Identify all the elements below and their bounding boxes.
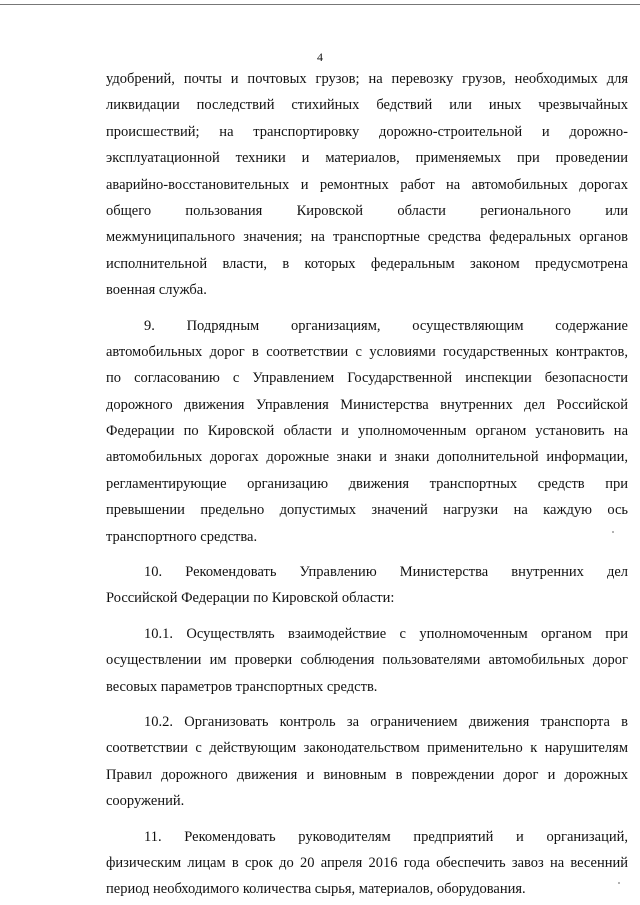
- paragraph-10-2-first-line: 10.2. Организовать контроль за ограничением движения транспорта в: [144, 713, 628, 730]
- text-line: период необходимого количества сырья, материалов, оборудования.: [106, 881, 526, 898]
- page-number: 4: [317, 50, 323, 64]
- text-line: исполнительной власти, в которых федеральным законом предусмотрена: [106, 255, 628, 272]
- text-line: сооружений.: [106, 793, 185, 810]
- text-line: дорожного движения Управления Министерства внутренних дел Российской: [106, 396, 628, 413]
- scan-speck: [618, 882, 620, 884]
- text-line: ликвидации последствий стихийных бедствий или иных чрезвычайных: [106, 97, 628, 114]
- document-body: [106, 66, 628, 903]
- paragraph-9-first-line: 9. Подрядным организациям, осуществляющим содержание: [144, 317, 628, 334]
- text-line: осуществлении им проверки соблюдения пользователями автомобильных дорог: [106, 652, 628, 669]
- text-line: аварийно-восстановительных и ремонтных работ на автомобильных дорогах: [106, 176, 628, 193]
- paragraph-11-first-line: 11. Рекомендовать руководителям предприятий и организаций,: [144, 828, 628, 845]
- text-line: Правил дорожного движения и виновным в повреждении дорог и дорожных: [106, 766, 628, 783]
- text-line: регламентирующие организацию движения транспортных средств при: [106, 475, 628, 492]
- text-line: Российской Федерации по Кировской области:: [106, 590, 395, 607]
- paragraph-10-first-line: 10. Рекомендовать Управлению Министерства внутренних дел: [144, 564, 628, 581]
- scan-speck: [612, 531, 614, 533]
- text-line: эксплуатационной техники и материалов, применяемых при проведении: [106, 150, 628, 167]
- text-line: автомобильных дорог в соответствии с условиями государственных контрактов,: [106, 343, 628, 360]
- text-line: соответствии с действующим законодательством применительно к нарушителям: [106, 740, 628, 757]
- text-line: межмуниципального значения; на транспортные средства федеральных органов: [106, 229, 628, 246]
- text-line: происшествий; на транспортировку дорожно-строительной и дорожно-: [106, 123, 628, 140]
- text-line: Федерации по Кировской области и уполномоченным органом установить на: [106, 423, 628, 440]
- text-line: автомобильных дорогах дорожные знаки и знаки дополнительной информации,: [106, 449, 628, 466]
- paragraph-10-1-first-line: 10.1. Осуществлять взаимодействие с уполномоченным органом при: [144, 625, 628, 642]
- text-line: общего пользования Кировской области регионального или: [106, 202, 628, 219]
- text-line: физическим лицам в срок до 20 апреля 2016 года обеспечить завоз на весенний: [106, 854, 628, 871]
- text-line: по согласованию с Управлением Государственной инспекции безопасности: [106, 370, 628, 387]
- text-line: превышении предельно допустимых значений нагрузки на каждую ось: [106, 502, 628, 519]
- text-line: удобрений, почты и почтовых грузов; на перевозку грузов, необходимых для: [106, 71, 628, 87]
- text-line: весовых параметров транспортных средств.: [106, 678, 378, 695]
- top-scan-rule: [0, 4, 640, 5]
- text-line: военная служба.: [106, 282, 207, 299]
- text-line: транспортного средства.: [106, 528, 258, 545]
